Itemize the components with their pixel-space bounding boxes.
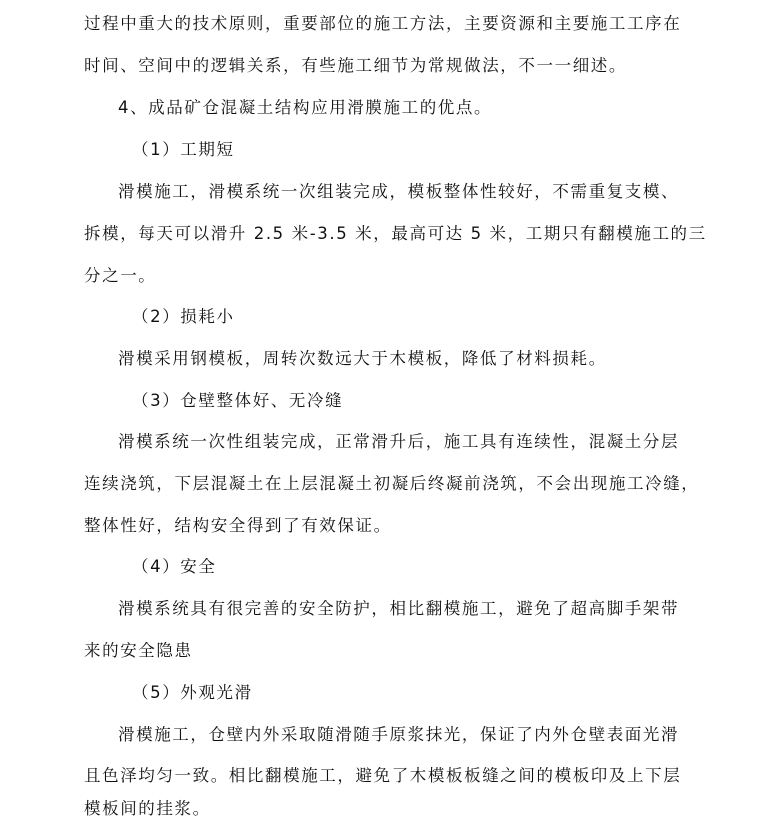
paragraph-line: 连续浇筑，下层混凝土在上层混凝土初凝后终凝前浇筑，不会出现施工冷缝， (84, 474, 700, 493)
paragraph-line: 拆模，每天可以滑升 2.5 米-3.5 米，最高可达 5 米，工期只有翻模施工的三 (84, 224, 707, 243)
paragraph-line: 来的安全隐患 (84, 641, 193, 660)
paragraph-line: 过程中重大的技术原则，重要部位的施工方法，主要资源和主要施工工序在 (84, 14, 682, 33)
subheading: （5）外观光滑 (132, 683, 253, 702)
paragraph-line: 滑模系统一次性组装完成，正常滑升后，施工具有连续性，混凝土分层 (118, 432, 680, 451)
paragraph-line: 滑模采用钢模板，周转次数远大于木模板，降低了材料损耗。 (118, 349, 607, 368)
paragraph-line: 模板间的挂浆。 (84, 799, 211, 818)
subheading: （2）损耗小 (132, 307, 235, 326)
paragraph-line: 滑模施工，滑模系统一次组装完成，模板整体性较好，不需重复支模、 (118, 182, 680, 201)
paragraph-line: 且色泽均匀一致。相比翻模施工，避免了木模板板缝之间的模板印及上下层 (84, 766, 682, 785)
paragraph-line: 分之一。 (84, 266, 157, 285)
subheading: （4）安全 (132, 557, 217, 576)
paragraph-line: 整体性好，结构安全得到了有效保证。 (84, 516, 392, 535)
subheading: （3）仓壁整体好、无冷缝 (132, 391, 344, 410)
paragraph-line: 滑模施工，仓壁内外采取随滑随手原浆抹光，保证了内外仓壁表面光滑 (118, 725, 680, 744)
paragraph-line: 滑模系统具有很完善的安全防护，相比翻模施工，避免了超高脚手架带 (118, 599, 680, 618)
subheading: （1）工期短 (132, 140, 235, 159)
paragraph-line: 时间、空间中的逻辑关系，有些施工细节为常规做法，不一一细述。 (84, 56, 627, 75)
section-heading: 4、成品矿仓混凝土结构应用滑膜施工的优点。 (118, 98, 493, 117)
